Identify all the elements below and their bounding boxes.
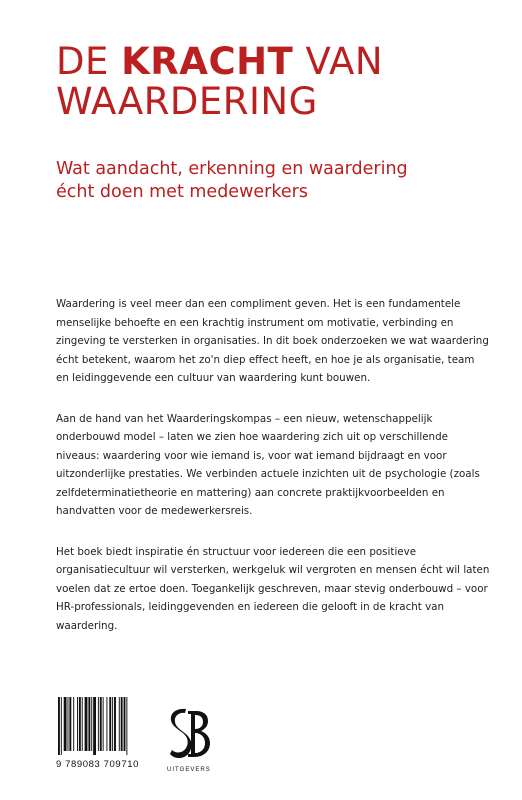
blurb-line: écht betekent, waarom het zo'n diep effect heeft, en hoe je als organisatie, team	[56, 353, 475, 366]
blurb-paragraph-3	[56, 543, 490, 636]
title-word-kracht: KRACHT	[121, 40, 294, 83]
blurb-line: waardering.	[56, 619, 118, 632]
subtitle-line-1: Wat aandacht, erkenning en waardering	[56, 159, 408, 179]
blurb-paragraph-2	[56, 410, 480, 521]
title-word-de: DE	[56, 40, 122, 83]
blurb-line: zingeving te versterken in organisaties. In dit boek onderzoeken we wat waardering	[56, 335, 489, 347]
blurb-line: Waardering is veel meer dan een compliment geven. Het is een fundamentele	[56, 298, 461, 310]
blurb-line: en leidinggevende een cultuur van waardering kunt bouwen.	[56, 372, 371, 384]
book-subtitle	[56, 158, 496, 204]
blurb-line: menselijke behoefte en een krachtig instrument om motivatie, verbinding en	[56, 316, 454, 329]
blurb-line: Het boek biedt inspiratie én structuur voor iedereen die een positieve	[56, 545, 417, 558]
blurb	[56, 295, 490, 657]
isbn-number: 9 789083 709710	[56, 759, 139, 770]
blurb-line: uitzonderlijke prestaties. We verbinden actuele inzichten uit de psychologie (zoals	[56, 468, 480, 480]
title-line-1	[56, 42, 496, 82]
isbn-barcode	[56, 697, 152, 775]
title-word-van: VAN	[293, 40, 383, 83]
blurb-line: voelen dat ze ertoe doen. Toegankelijk geschreven, maar stevig onderbouwd – voor	[56, 582, 488, 595]
barcode-icon	[56, 697, 152, 755]
publisher-logo	[166, 705, 212, 777]
book-title	[56, 42, 496, 122]
blurb-line: organisatiecultuur wil versterken, werkgeluk wil vergroten en mensen écht wil laten	[56, 564, 490, 576]
blurb-line: niveaus: waardering voor wie iemand is, voor wat iemand bijdraagt en voor	[56, 449, 447, 462]
blurb-line: zelfdeterminatietheorie en mattering) aan concrete praktijkvoorbeelden en	[56, 486, 445, 499]
subtitle-line-2: écht doen met medewerkers	[56, 182, 308, 202]
publisher-name: UITGEVERS	[167, 767, 211, 773]
sb-monogram-icon	[166, 705, 212, 763]
blurb-line: onderbouwd model – laten we zien hoe waardering zich uit op verschillende	[56, 431, 448, 443]
blurb-line: Aan de hand van het Waarderingskompas – een nieuw, wetenschappelijk	[56, 412, 433, 425]
title-line-2: WAARDERING	[56, 80, 318, 123]
blurb-line: HR-professionals, leidinggevenden en iedereen die gelooft in de kracht van	[56, 601, 445, 613]
blurb-paragraph-1	[56, 295, 489, 388]
blurb-line: handvatten voor de medewerkersreis.	[56, 505, 253, 517]
